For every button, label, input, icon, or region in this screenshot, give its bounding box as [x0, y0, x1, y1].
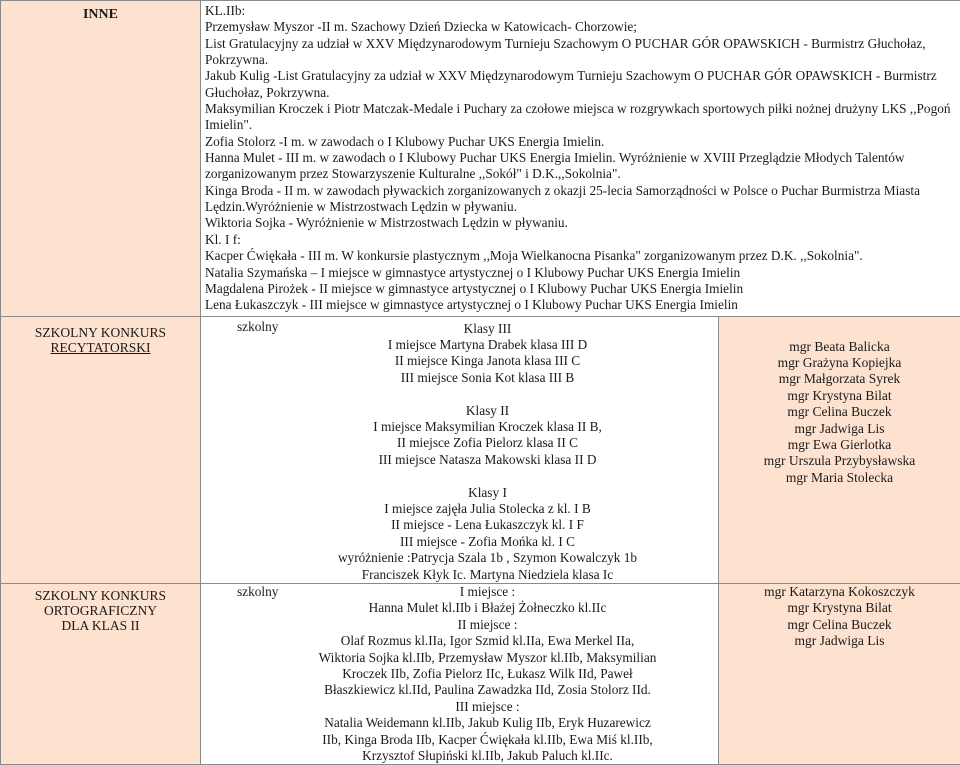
category-recytatorski-line1: SZKOLNY KONKURS: [1, 325, 200, 340]
teacher-name: mgr Celina Buczek: [719, 617, 960, 633]
result-line: I miejsce Martyna Drabek klasa III D: [257, 337, 718, 353]
result-line: Olaf Rozmus kl.IIa, Igor Szmid kl.IIa, Ewa Merkel IIa,: [257, 633, 718, 649]
inne-line: Kl. I f:: [205, 232, 954, 248]
inne-line: Lena Łukaszczyk - III miejsce w gimnastyce artystycznej o I Klubowy Puchar UKS Energia Imielin: [205, 297, 954, 313]
result-line: II miejsce Zofia Pielorz klasa II C: [257, 435, 718, 451]
category-ortograficzny-line1: SZKOLNY KONKURS: [1, 588, 200, 603]
inne-line: Przemysław Myszor -II m. Szachowy Dzień Dziecka w Katowicach- Chorzowie;: [205, 19, 954, 35]
category-inne-label: INNE: [83, 7, 118, 22]
ortograficzny-teachers: [719, 584, 960, 765]
teacher-name: mgr Katarzyna Kokoszczyk: [719, 584, 960, 600]
row-inne: [1, 1, 960, 317]
teacher-name: mgr Celina Buczek: [719, 404, 960, 420]
inne-line: List Gratulacyjny za udział w XXV Międzynarodowym Turnieju Szachowym O PUCHAR GÓR OPAWSKICH - Burmistrz Głuchołaz, Pokrzywna.: [205, 36, 954, 69]
ortograficzny-level: szkolny: [237, 584, 278, 600]
teacher-name: mgr Małgorzata Syrek: [719, 371, 960, 387]
result-line: Franciszek Kłyk Ic. Martyna Niedziela klasa Ic: [257, 567, 718, 583]
result-line: III miejsce Natasza Makowski klasa II D: [257, 452, 718, 468]
inne-line: Kinga Broda - II m. w zawodach pływackich zorganizowanych z okazji 25-lecia Samorządności w Polsce o Puchar Burmistrza Miasta Lędzin.Wyróżnienie w Mistrzostwach Lędzin w pływaniu.: [205, 183, 954, 216]
teacher-name: mgr Jadwiga Lis: [719, 421, 960, 437]
teacher-name: mgr Krystyna Bilat: [719, 388, 960, 404]
result-line: II miejsce Kinga Janota klasa III C: [257, 353, 718, 369]
result-line: Krzysztof Słupiński kl.IIb, Jakub Paluch kl.IIc.: [257, 748, 718, 764]
result-line: III miejsce Sonia Kot klasa III B: [257, 370, 718, 386]
row-ortograficzny: [1, 584, 960, 765]
ortograficzny-results-cell: [201, 584, 719, 765]
spacer: [257, 386, 718, 402]
inne-line: KL.IIb:: [205, 3, 954, 19]
category-ortograficzny-line2: ORTOGRAFICZNY: [1, 603, 200, 618]
teacher-name: mgr Grażyna Kopiejka: [719, 355, 960, 371]
inne-line: Magdalena Pirożek - II miejsce w gimnastyce artystycznej o I Klubowy Puchar UKS Energia Imielin: [205, 281, 954, 297]
ortograficzny-results: [201, 584, 718, 764]
inne-line: Natalia Szymańska – I miejsce w gimnastyce artystycznej o I Klubowy Puchar UKS Energia Imielin: [205, 265, 954, 281]
result-line: I miejsce Maksymilian Kroczek klasa II B,: [257, 419, 718, 435]
teacher-name: mgr Jadwiga Lis: [719, 633, 960, 649]
inne-line: Wiktoria Sojka - Wyróżnienie w Mistrzostwach Lędzin w pływaniu.: [205, 215, 954, 231]
inne-line: Jakub Kulig -List Gratulacyjny za udział w XXV Międzynarodowym Turnieju Szachowym O PUCHAR GÓR OPAWSKICH - Burmistrz Głuchołaz, Pokrzywna.: [205, 68, 954, 101]
result-line: II miejsce :: [257, 617, 718, 633]
result-line: Wiktoria Sojka kl.IIb, Przemysław Myszor kl.IIb, Maksymilian: [257, 650, 718, 666]
recytatorski-level: szkolny: [237, 319, 278, 335]
category-ortograficzny-line3: DLA KLAS II: [1, 618, 200, 633]
inne-line: Kacper Ćwiękała - III m. W konkursie plastycznym ,,Moja Wielkanocna Pisanka" zorganizowanym przez D.K. ,,Sokolnia".: [205, 248, 954, 264]
teacher-name: mgr Maria Stolecka: [719, 470, 960, 486]
result-line: Błaszkiewicz kl.IId, Paulina Zawadzka IId, Zosia Stolorz IId.: [257, 682, 718, 698]
spacer: [257, 468, 718, 484]
result-line: IIb, Kinga Broda IIb, Kacper Ćwiękała kl.IIb, Ewa Miś kl.IIb,: [257, 732, 718, 748]
teacher-name: mgr Urszula Przybysławska: [719, 453, 960, 469]
result-line: wyróżnienie :Patrycja Szala 1b , Szymon Kowalczyk 1b: [257, 550, 718, 566]
inne-details-body: [201, 1, 960, 316]
category-recytatorski: [1, 316, 201, 583]
teacher-name: mgr Ewa Gierlotka: [719, 437, 960, 453]
row-recytatorski: [1, 316, 960, 583]
inne-line: Hanna Mulet - III m. w zawodach o I Klubowy Puchar UKS Energia Imielin. Wyróżnienie w XVIII Przeglądzie Młodych Talentów zorganizowanym przez Stowarzyszenie Kulturalne ,,Sokół" i D.K.,,Sokolnia".: [205, 150, 954, 183]
result-line: Klasy I: [257, 485, 718, 501]
category-inne: [1, 1, 201, 317]
result-line: III miejsce :: [257, 699, 718, 715]
result-line: Natalia Weidemann kl.IIb, Jakub Kulig IIb, Eryk Huzarewicz: [257, 715, 718, 731]
teacher-name: mgr Krystyna Bilat: [719, 600, 960, 616]
recytatorski-results-cell: [201, 316, 719, 583]
recytatorski-results: [201, 317, 718, 583]
result-line: Hanna Mulet kl.IIb i Błażej Żołneczko kl.IIc: [257, 600, 718, 616]
inne-details: [201, 1, 960, 317]
category-recytatorski-line2: RECYTATORSKI: [1, 340, 200, 355]
result-line: Klasy III: [257, 321, 718, 337]
recytatorski-teachers: [719, 316, 960, 583]
result-line: II miejsce - Lena Łukaszczyk kl. I F: [257, 517, 718, 533]
result-line: I miejsce zajęła Julia Stolecka z kl. I B: [257, 501, 718, 517]
result-line: Kroczek IIb, Zofia Pielorz IIc, Łukasz Wilk IId, Paweł: [257, 666, 718, 682]
category-ortograficzny: [1, 584, 201, 765]
result-line: III miejsce - Zofia Mońka kl. I C: [257, 534, 718, 550]
teacher-name: mgr Beata Balicka: [719, 339, 960, 355]
inne-line: Maksymilian Kroczek i Piotr Matczak-Medale i Puchary za czołowe miejsca w rozgrywkach sportowych piłki nożnej drużyny LKS ,,Pogoń Imielin".: [205, 101, 954, 134]
result-line: I miejsce :: [257, 584, 718, 600]
result-line: Klasy II: [257, 403, 718, 419]
inne-line: Zofia Stolorz -I m. w zawodach o I Klubowy Puchar UKS Energia Imielin.: [205, 134, 954, 150]
